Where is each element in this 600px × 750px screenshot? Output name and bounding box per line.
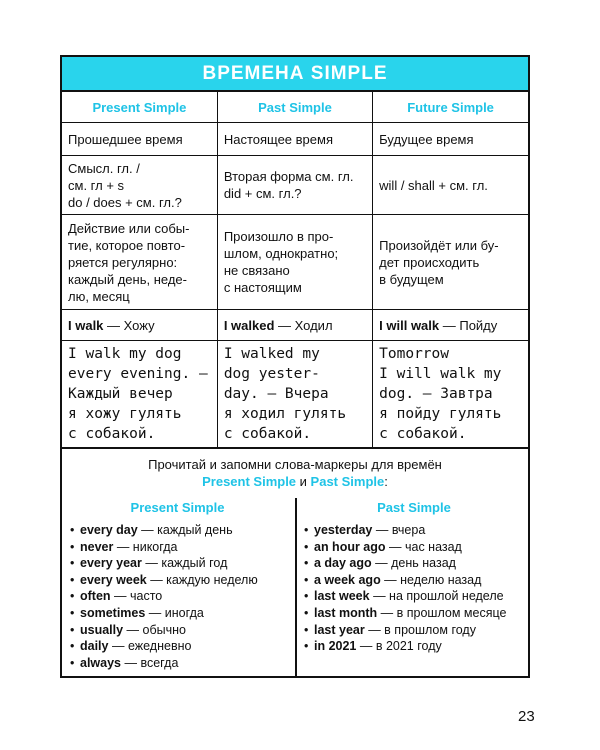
line: см. гл + s <box>68 177 125 193</box>
line: я пойду гулять <box>379 406 502 422</box>
line: Действие или собы- <box>68 220 190 236</box>
bullet-icon: • <box>70 539 75 554</box>
marker-translation: — день назад <box>371 556 456 571</box>
ru-translation: — Хожу <box>103 317 155 333</box>
present-markers-title: Present Simple <box>130 500 225 515</box>
marker-translation: — никогда <box>113 539 178 554</box>
line: day. — Вчера <box>223 386 329 402</box>
marker-word: daily <box>80 639 109 654</box>
marker-translation: — часто <box>110 589 163 604</box>
bullet-icon: • <box>304 523 309 537</box>
line: will / shall + см. гл. <box>379 177 488 193</box>
marker-item <box>70 655 285 672</box>
bullet-icon: • <box>70 622 75 637</box>
marker-item <box>70 555 285 572</box>
line: did + см. гл.? <box>223 186 302 201</box>
intro-colon: : <box>384 474 388 489</box>
marker-word: in 2021 <box>314 639 357 654</box>
line: ряется регулярно: <box>68 254 178 270</box>
cell-time-future: Будущее время <box>373 123 528 156</box>
line: шлом, однократно; <box>223 246 339 261</box>
header-present-simple: Present Simple <box>62 92 217 123</box>
marker-translation: — каждую неделю <box>146 572 258 587</box>
marker-item <box>304 605 524 622</box>
marker-item <box>70 638 285 655</box>
line: с собакой. <box>379 426 467 442</box>
marker-item <box>70 522 285 539</box>
marker-translation: — каждый день <box>137 523 233 537</box>
marker-item <box>70 539 285 556</box>
bullet-icon: • <box>70 572 75 587</box>
line: в будущем <box>379 271 444 287</box>
marker-word: often <box>80 589 111 604</box>
present-markers-list <box>70 522 285 671</box>
cell-sentence-past <box>217 341 372 448</box>
en-phrase: I will walk <box>379 317 440 333</box>
marker-translation: — неделю назад <box>380 572 482 587</box>
marker-word: never <box>80 539 114 554</box>
line: do / does + см. гл.? <box>68 194 182 210</box>
marker-word: last month <box>314 605 378 620</box>
bullet-icon: • <box>304 639 309 654</box>
line: Произошло в про- <box>223 229 334 244</box>
marker-word: sometimes <box>80 605 146 620</box>
marker-word: a week ago <box>314 572 381 587</box>
marker-item <box>304 588 524 605</box>
marker-translation: — иногда <box>145 605 204 620</box>
marker-item <box>304 555 524 572</box>
bullet-icon: • <box>70 639 75 654</box>
page-number: 23 <box>518 708 535 725</box>
cell-sentence-future <box>373 341 528 448</box>
marker-word: every day <box>80 523 138 537</box>
marker-translation: — ежедневно <box>108 639 192 654</box>
cell-short-present <box>62 310 217 341</box>
marker-item <box>70 605 285 622</box>
marker-item <box>70 572 285 589</box>
marker-item <box>304 539 524 556</box>
line: лю, месяц <box>68 288 130 304</box>
tenses-grid <box>62 92 528 448</box>
line: I walk my dog <box>68 346 182 362</box>
cell-formula-past <box>217 156 372 215</box>
marker-word: last year <box>314 622 365 637</box>
ru-translation: — Пойду <box>439 317 498 333</box>
marker-word: a day ago <box>314 556 372 571</box>
line: Каждый вечер <box>68 386 173 402</box>
past-markers-column <box>304 498 524 655</box>
line: тие, которое повто- <box>68 237 186 253</box>
marker-translation: — обычно <box>123 622 186 637</box>
simple-tenses-table <box>60 55 530 678</box>
intro-line: Прочитай и запомни слова-маркеры для времён <box>148 457 442 472</box>
marker-word: an hour ago <box>314 539 386 554</box>
marker-item <box>304 572 524 589</box>
example-short-row <box>62 310 528 341</box>
en-phrase: I walk <box>68 317 104 333</box>
cell-meaning-present <box>62 215 217 310</box>
marker-translation: — всегда <box>121 655 179 670</box>
intro-and: и <box>296 474 311 489</box>
header-past-simple: Past Simple <box>217 92 372 123</box>
intro-past-simple: Past Simple <box>310 474 385 489</box>
marker-translation: — на прошлой неделе <box>369 589 504 604</box>
marker-word: always <box>80 655 122 670</box>
header-future-simple: Future Simple <box>373 92 528 123</box>
bullet-icon: • <box>304 556 309 571</box>
bullet-icon: • <box>304 589 309 604</box>
line: I walked my <box>223 346 320 362</box>
marker-word: every year <box>80 556 142 571</box>
marker-intro <box>62 449 528 490</box>
marker-item <box>70 622 285 639</box>
line: не связано <box>223 263 290 278</box>
line: с собакой. <box>223 426 312 442</box>
marker-translation: — час назад <box>385 539 462 554</box>
marker-item <box>70 588 285 605</box>
en-phrase: I walked <box>223 317 275 333</box>
past-markers-title: Past Simple <box>377 500 451 515</box>
meaning-row <box>62 215 528 310</box>
cell-formula-future <box>373 156 528 215</box>
intro-line-2 <box>62 473 528 490</box>
line: я ходил гулять <box>223 406 347 422</box>
cell-sentence-present <box>62 341 217 448</box>
bullet-icon: • <box>304 539 309 554</box>
marker-words-section <box>62 448 528 670</box>
bullet-icon: • <box>304 622 309 637</box>
ru-translation: — Ходил <box>274 317 333 333</box>
time-row <box>62 123 528 156</box>
marker-word: last week <box>314 589 370 604</box>
marker-word: usually <box>80 622 124 637</box>
marker-word: every week <box>80 572 147 587</box>
bullet-icon: • <box>304 605 309 620</box>
header-row <box>62 92 528 123</box>
line: Смысл. гл. / <box>68 160 140 176</box>
line: dog. — Завтра <box>379 386 493 402</box>
marker-columns <box>62 498 528 670</box>
line: с настоящим <box>223 280 302 295</box>
cell-formula-present <box>62 156 217 215</box>
cell-meaning-future <box>373 215 528 310</box>
marker-word: yesterday <box>314 523 373 537</box>
bullet-icon: • <box>70 589 75 604</box>
marker-translation: — в прошлом месяце <box>377 605 507 620</box>
line: я хожу гулять <box>68 406 182 422</box>
column-divider <box>295 498 297 676</box>
marker-translation: — вчера <box>372 523 426 537</box>
line: Произойдёт или бу- <box>379 237 499 253</box>
line: с собакой. <box>68 426 156 442</box>
cell-time-past: Настоящее время <box>217 123 372 156</box>
bullet-icon: • <box>304 572 309 587</box>
line: Вторая форма см. гл. <box>223 169 354 184</box>
past-markers-list <box>304 522 524 655</box>
marker-translation: — в прошлом году <box>364 622 476 637</box>
marker-item <box>304 638 524 655</box>
bullet-icon: • <box>70 655 75 670</box>
line: Tomorrow <box>379 346 449 362</box>
example-sentence-row <box>62 341 528 448</box>
line: dog yester- <box>223 366 320 382</box>
line: каждый день, неде- <box>68 271 187 287</box>
table-title: ВРЕМЕНА SIMPLE <box>62 57 528 92</box>
marker-item <box>304 622 524 639</box>
cell-short-past <box>217 310 372 341</box>
intro-present-simple: Present Simple <box>202 474 297 489</box>
bullet-icon: • <box>70 605 75 620</box>
cell-time-present: Прошедшее время <box>62 123 217 156</box>
line: дет происходить <box>379 254 480 270</box>
marker-translation: — каждый год <box>141 556 228 571</box>
marker-item <box>304 522 524 539</box>
line: every evening. — <box>68 366 208 382</box>
cell-meaning-past <box>217 215 372 310</box>
formula-row <box>62 156 528 215</box>
line: I will walk my <box>379 366 502 382</box>
cell-short-future <box>373 310 528 341</box>
present-markers-column <box>70 498 285 671</box>
bullet-icon: • <box>70 523 75 537</box>
bullet-icon: • <box>70 556 75 571</box>
marker-translation: — в 2021 году <box>356 639 442 654</box>
